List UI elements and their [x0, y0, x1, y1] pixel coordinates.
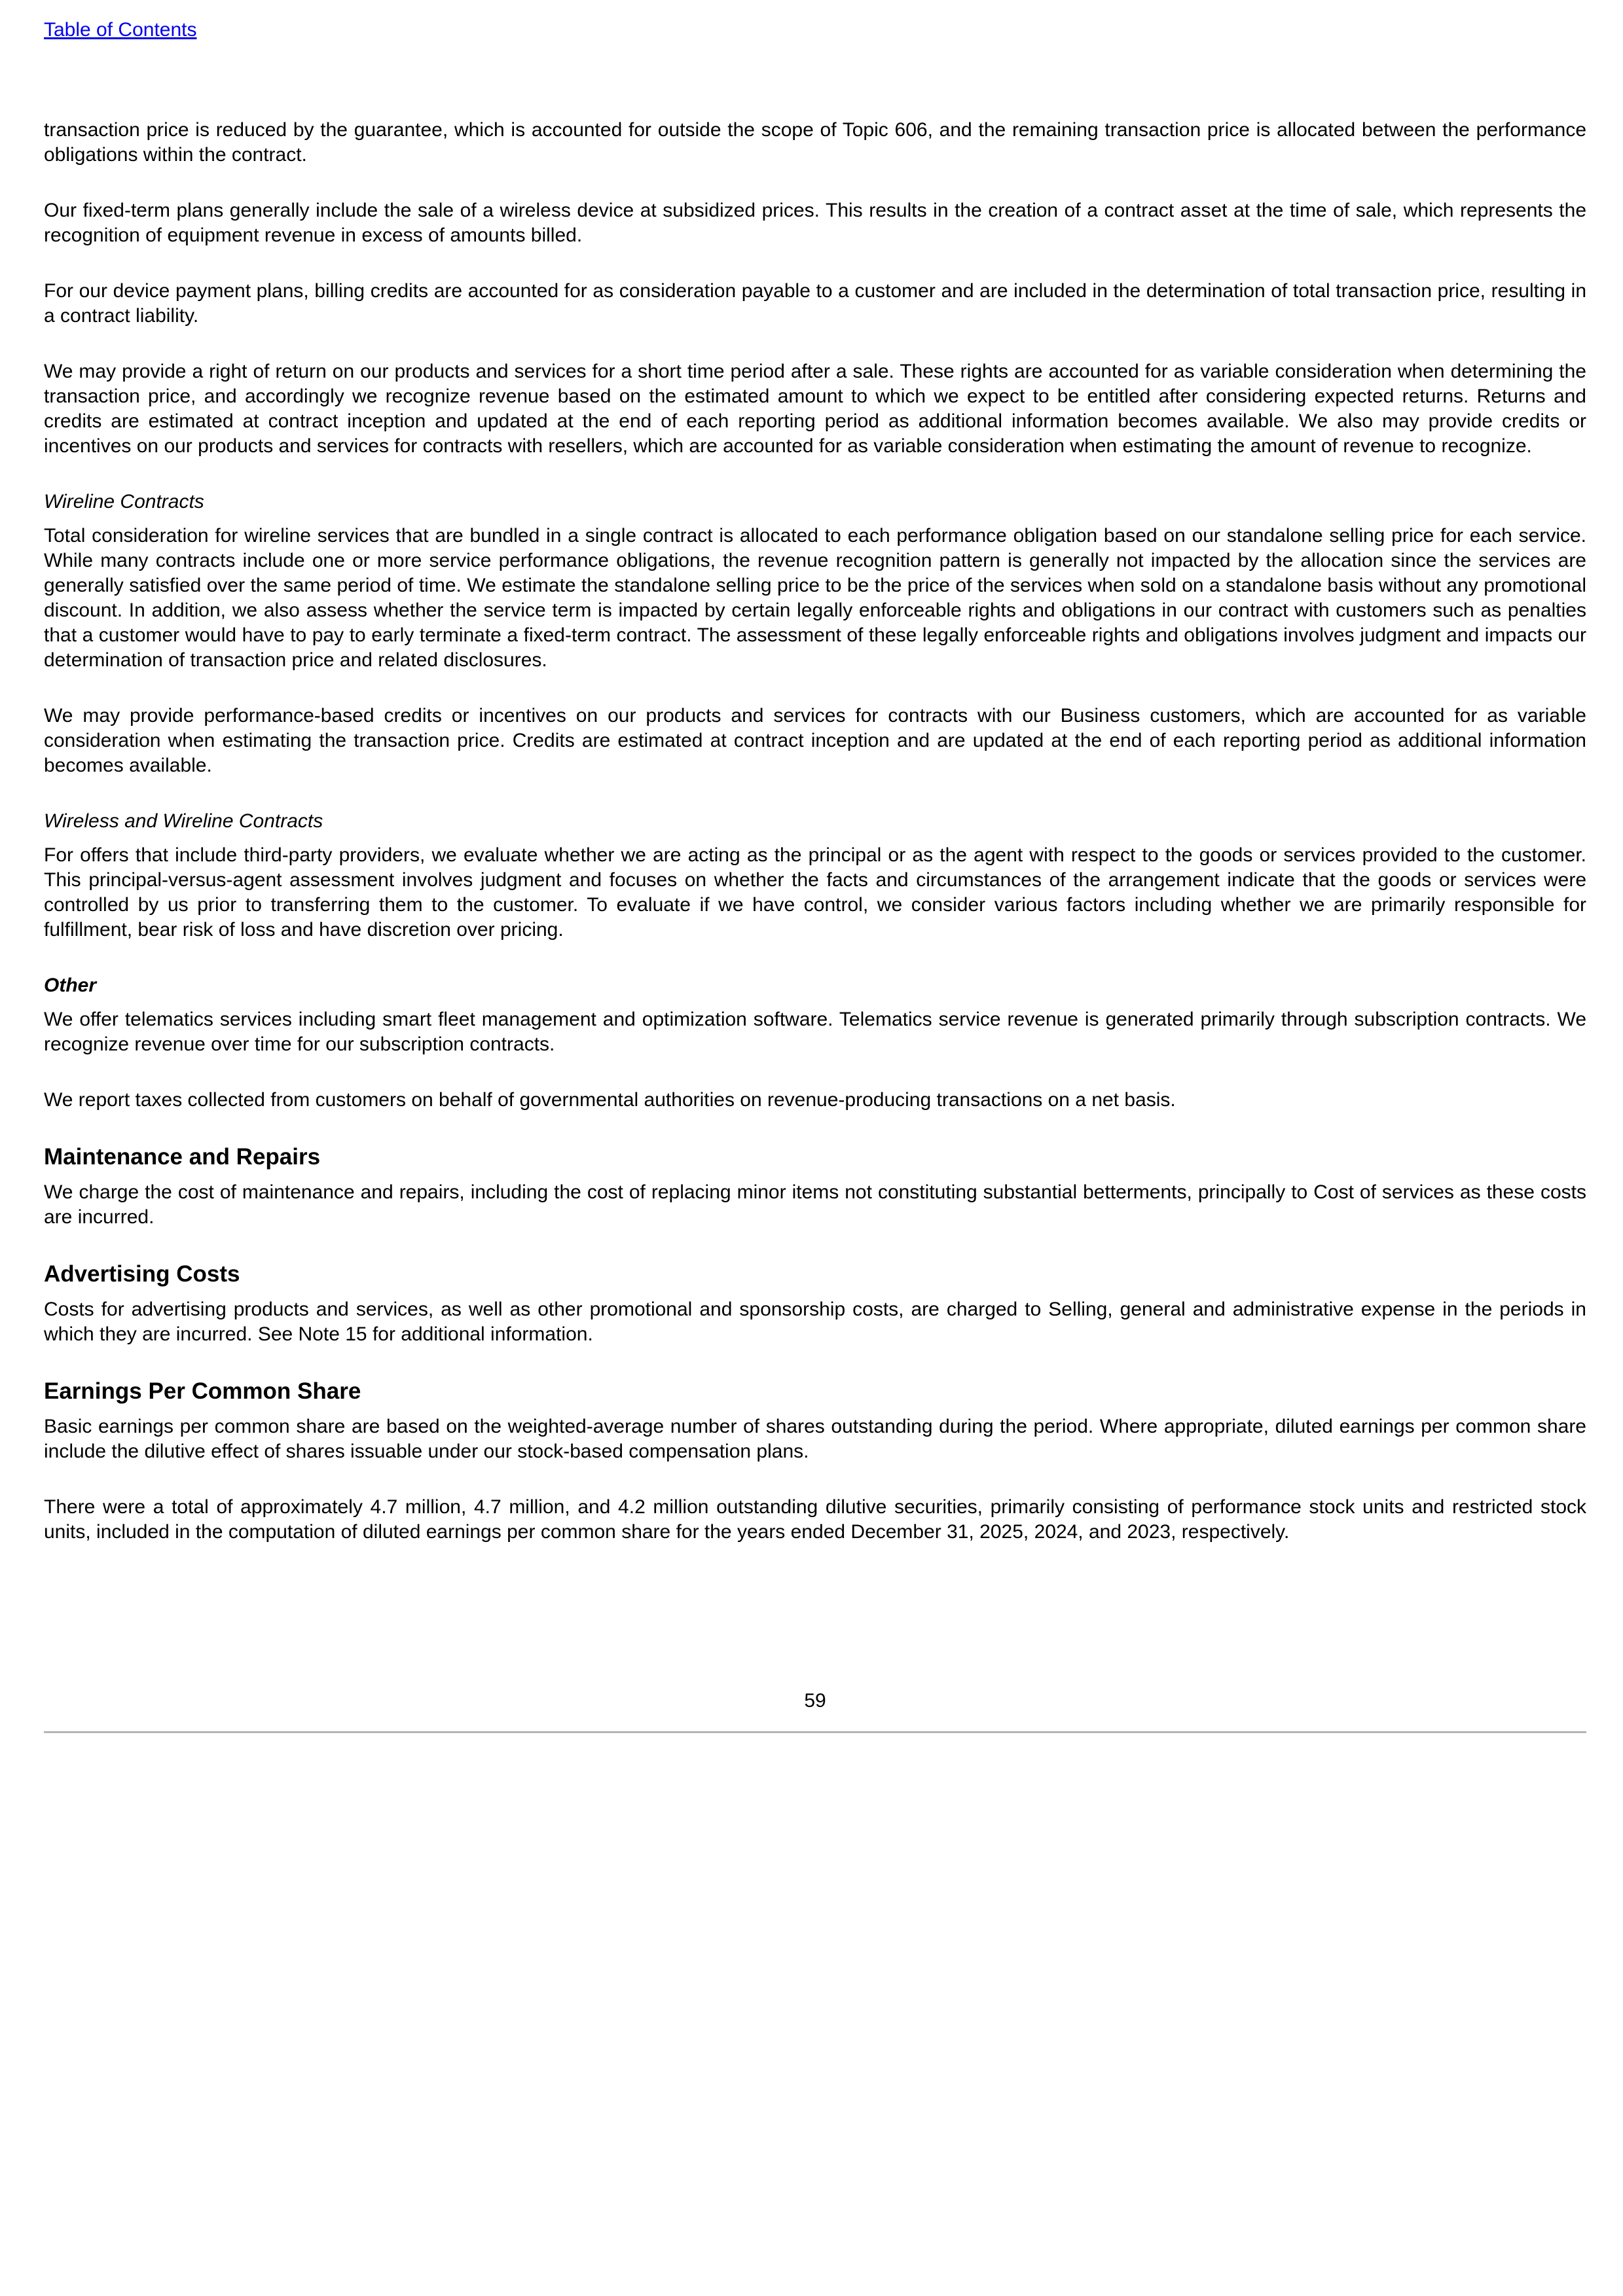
paragraph-basic-eps: Basic earnings per common share are based on the weighted-average number of shares outstanding during the period. Where appropriate, diluted earnings per common share include the dilutive effect of shares issuable under our stock-based compensation plans.	[44, 1416, 1586, 1462]
paragraph-maintenance: We charge the cost of maintenance and repairs, including the cost of replacing minor items not constituting substantial betterments, principally to Cost of services as these costs are incurred.	[44, 1181, 1586, 1228]
footer-divider	[44, 1731, 1586, 1733]
table-of-contents-link[interactable]: Table of Contents	[44, 19, 197, 41]
paragraph-right-of-return: We may provide a right of return on our products and services for a short time period after a sale. These rights are accounted for as variable consideration when determining the transaction price, and accordingly we recognize revenue based on the estimated amount to which we expect to be entitled after considering expected returns. Returns and credits are estimated at contract inception and updated at the end of each reporting period as additional information becomes available. We also may provide credits or incentives on our products and services for contracts with resellers, which are accounted for as variable consideration when estimating the amount of revenue to recognize.	[44, 361, 1586, 457]
paragraph-telematics: We offer telematics services including smart fleet management and optimization software. Telematics service revenue is generated primarily through subscription contracts. We recognize revenue over time for our subscription contracts.	[44, 1009, 1586, 1055]
section-heading-maintenance: Maintenance and Repairs	[44, 1144, 321, 1170]
paragraph-third-party-providers: For offers that include third-party providers, we evaluate whether we are acting as the principal or as the agent with respect to the goods or services provided to the customer. This principal-versus-agent assessment involves judgment and focuses on whether the facts and circumstances of the arrangement indicate that the goods or services were controlled by us prior to transferring them to the customer. To evaluate if we have control, we consider various factors including whether we are primarily responsible for fulfillment, bear risk of loss and have discretion over pricing.	[44, 844, 1586, 941]
section-heading-advertising: Advertising Costs	[44, 1261, 240, 1287]
paragraph-wireline-credits: We may provide performance-based credits or incentives on our products and services for contracts with our Business customers, which are accounted for as variable consideration when estimating the transaction price. Credits are estimated at contract inception and are updated at the end of each reporting period as additional information becomes available.	[44, 705, 1586, 776]
page-content	[44, 118, 1586, 1575]
paragraph-device-payment-plans: For our device payment plans, billing credits are accounted for as consideration payable to a customer and are included in the determination of total transaction price, resulting in a contract liability.	[44, 280, 1586, 327]
section-heading-eps: Earnings Per Common Share	[44, 1378, 361, 1404]
subheading-other: Other	[44, 975, 97, 996]
paragraph-taxes-collected: We report taxes collected from customers on behalf of governmental authorities on revenue-producing transactions on a net basis.	[44, 1089, 1176, 1111]
paragraph-advertising: Costs for advertising products and services, as well as other promotional and sponsorship costs, are charged to Selling, general and administrative expense in the periods in which they are incurred. See Note 15 for additional information.	[44, 1299, 1586, 1345]
paragraph-guarantee: transaction price is reduced by the guarantee, which is accounted for outside the scope of Topic 606, and the remaining transaction price is allocated between the performance obligations within the contract.	[44, 119, 1586, 166]
paragraph-wireline-consideration: Total consideration for wireline services that are bundled in a single contract is allocated to each performance obligation based on our standalone selling price for each service. While many contracts include one or more service performance obligations, the revenue recognition pattern is generally not impacted by the allocation since the services are generally satisfied over the same period of time. We estimate the standalone selling price to be the price of the services when sold on a standalone basis without any promotional discount. In addition, we also assess whether the service term is impacted by certain legally enforceable rights and obligations in our contract with customers such as penalties that a customer would have to pay to early terminate a fixed-term contract. The assessment of these legally enforceable rights and obligations involves judgment and impacts our determination of transaction price and related disclosures.	[44, 525, 1586, 671]
subheading-wireline-contracts: Wireline Contracts	[44, 491, 204, 512]
subheading-wireless-wireline-contracts: Wireless and Wireline Contracts	[44, 810, 323, 832]
paragraph-dilutive-securities: There were a total of approximately 4.7 million, 4.7 million, and 4.2 million outstanding dilutive securities, primarily consisting of performance stock units and restricted stock units, included in the computation of diluted earnings per common share for the years ended December 31, 2025, 2024, and 2023, respectively.	[44, 1496, 1586, 1543]
paragraph-fixed-term-plans: Our fixed-term plans generally include the sale of a wireless device at subsidized prices. This results in the creation of a contract asset at the time of sale, which represents the recognition of equipment revenue in excess of amounts billed.	[44, 200, 1586, 246]
page-number: 59	[804, 1690, 826, 1712]
